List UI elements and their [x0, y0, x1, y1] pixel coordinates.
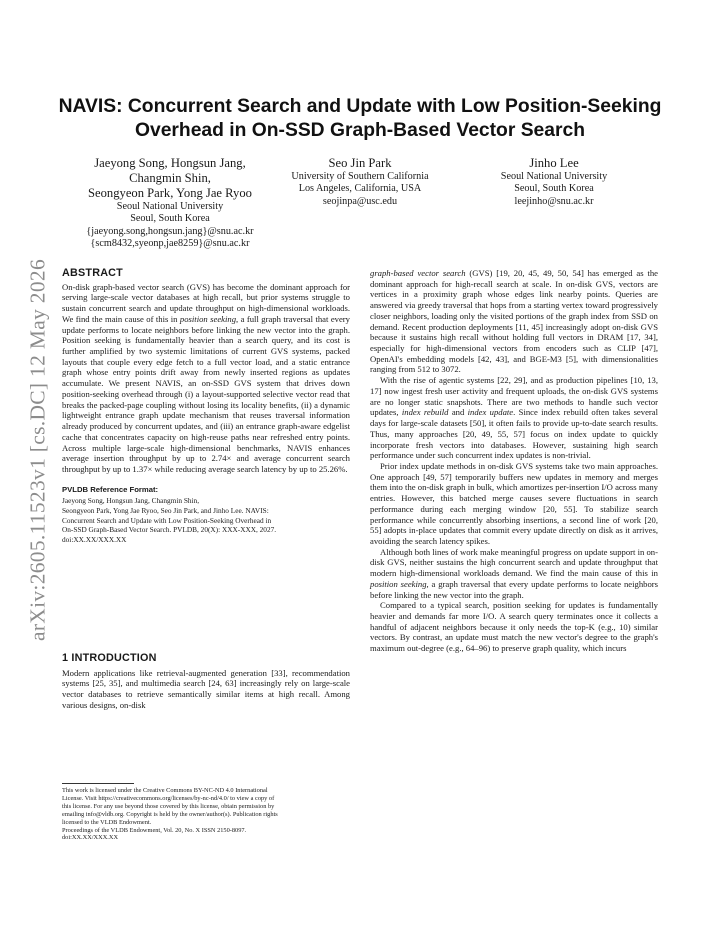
title-line-2: Overhead in On-SSD Graph-Based Vector Search — [134, 120, 586, 141]
author-email[interactable]: leejinho@snu.ac.kr — [514, 195, 594, 207]
abstract-heading: ABSTRACT — [62, 267, 123, 279]
title-line-1: NAVIS: Concurrent Search and Update with Low Position-Seeking — [58, 96, 662, 117]
footnote-line: Proceedings of the VLDB Endowment, Vol. 20, No. X ISSN 2150-8097. — [62, 826, 247, 834]
introduction-text: Modern applications like retrieval-augmented generation [33], recommendation systems [25, 35], and multimedia search [24, 63] increasingly rely on large-scale vector databases to retrieve semantically similar items at high recall. Among various designs, on-disk — [62, 667, 350, 710]
author-email[interactable]: {scm8432,syeonp,jae8259}@snu.ac.kr — [90, 238, 250, 250]
reference-format-heading: PVLDB Reference Format: — [62, 484, 159, 494]
author-location: Seoul, South Korea — [130, 213, 210, 225]
author-email[interactable]: seojinpa@usc.edu — [322, 195, 398, 207]
right-column — [370, 268, 658, 654]
footnote-rule — [62, 783, 134, 784]
intro-paragraph-2: With the rise of agentic systems [22, 29], and as production pipelines [10, 13, 17] now ingest fresh user activity and frequent uploads, the on-disk GVS systems are no longer static snapshots. There are two methods to handle such vector updates, index rebuild and index update. Since index rebuild often takes several days for large-scale datasets [50], it often fails to provide up-to-date search results. Thus, many approaches [20, 49, 55, 57] focus on index update to quickly incorporate fresh vectors into databases. However, sustaining high search performance under such concurrent index updates is non-trivial. — [370, 375, 658, 461]
author-group-snu-2 — [450, 156, 658, 208]
intro-paragraph-3: Prior index update methods in on-disk GVS systems take two main approaches. One approach [49, 57] temporarily buffers new updates in memory and merges them into the on-disk graph in bulk, which amortizes per-insertion I/O across many entries. However, this batched merge causes severe fluctuations in search performance during each merging window [20, 55]. To stabilize search performance while concurrently absorbing insertions, a second line of work [20, 55] adopts in-place updates that commit every update directly on disk as it arrives, avoiding the search latency spikes. — [370, 460, 658, 546]
footnote-doi[interactable]: doi:XX.XX/XXX.XX — [62, 834, 119, 842]
author-names: Seongyeon Park, Yong Jae Ryoo — [88, 186, 252, 200]
author-group-usc — [262, 156, 458, 208]
author-names: Jaeyong Song, Hongsun Jang, — [94, 156, 246, 170]
arxiv-stamp-text[interactable]: arXiv:2605.11523v1 [cs.DC] 12 May 2026 — [25, 258, 50, 642]
footnote-line[interactable]: License. Visit https://creativecommons.org/licenses/by-nc-nd/4.0/ to view a copy of — [62, 794, 275, 802]
reference-line: On-SSD Graph-Based Vector Search. PVLDB, 20(X): XXX-XXX, 2027. — [62, 525, 277, 535]
footnote-line: emailing info@vldb.org. Copyright is held by the owner/author(s). Publication rights — [62, 810, 278, 818]
reference-format — [62, 485, 350, 545]
left-column — [62, 268, 350, 545]
footnote-line: licensed to the VLDB Endowment. — [62, 818, 152, 826]
author-email[interactable]: {jaeyong.song,hongsun.jang}@snu.ac.kr — [86, 225, 254, 237]
author-group-snu — [62, 156, 278, 251]
footnote-line: This work is licensed under the Creative Commons BY-NC-ND 4.0 International — [62, 787, 268, 794]
introduction-section — [62, 653, 350, 711]
reference-doi[interactable]: doi:XX.XX/XXX.XX — [62, 535, 127, 545]
intro-paragraph-5: Compared to a typical search, position seeking for updates is fundamentally heavier and demands far more I/O. A search query terminates once it collects a handful of adjacent neighbors because it only needs the top-K (e.g., 10) similar vectors. By contrast, an update must match the new vector's degree to the graph's maximum out-degree (e.g., 64–96) to preserve graph quality, which incurs — [370, 600, 658, 654]
reference-line: Seongyeon Park, Yong Jae Ryoo, Seo Jin Park, and Jinho Lee. NAVIS: — [62, 506, 269, 516]
author-affiliation: University of Southern California — [291, 171, 429, 182]
abstract-text: On-disk graph-based vector search (GVS) has become the dominant approach for serving large-scale vector databases at high recall, but prior systems struggle to sustain concurrent search and update throughput on high-dimensional workloads. We find the main cause of this in position seeking, a full graph traversal that every update performs to locate neighbors before linking the new vector into the graph. Position seeking is fundamentally heavier than a search query, and its cost is further amplified by two systemic limitations of current GVS systems, packed layouts that couple every edge fetch to a full vector load, and a static entrance graph whose entry points drift away from newly inserted regions as updates accumulate. We present NAVIS, an on-SSD GVS system that drives down position-seeking overhead through (i) a layout-supported selective vector read that breaks the packed-page coupling without losing its locality benefits, (ii) a dynamic lightweight entrance graph update mechanism that reuses traversal information already produced by concurrent updates, and (iii) an entrance graph-aware edgelist cache that concentrates capacity on high-reuse paths near refreshed entry points. Across multiple large-scale high-dimensional benchmarks, NAVIS enhances average insertion throughput by up to 2.74× and average concurrent search throughput by up to 1.37× while reducing average search latency by up to 25.26%. — [62, 281, 350, 474]
footnote-line: this license. For any use beyond those covered by this license, obtain permission by — [62, 802, 275, 810]
author-affiliation: Seoul National University — [116, 201, 224, 212]
reference-line: Concurrent Search and Update with Low Position-Seeking Overhead in — [62, 515, 272, 525]
author-affiliation: Seoul National University — [500, 171, 608, 182]
introduction-heading: 1 INTRODUCTION — [62, 652, 157, 664]
intro-paragraph-1: graph-based vector search (GVS) [19, 20, 45, 49, 50, 54] has emerged as the dominant approach for high-recall search at scale. In on-disk GVS, vectors are vertices in a proximity graph whose edges link nearby points. Queries are answered via greedy traversal that hops from a starting vertex toward progressively closer neighbors, loading only the visited portions of the graph index from SSD on demand. Recent production deployments [11, 45] increasingly adopt on-disk GVS because it sustains high recall without holding full vectors in DRAM [17, 34], especially for high-dimensional vectors from encoders such as CLIP [47], OpenAI's embedding models [42, 43], and BGE-M3 [5], with dimensionalities ranging from 512 to 3072. — [370, 268, 659, 375]
author-names: Seo Jin Park — [328, 156, 392, 170]
paper-title — [55, 95, 665, 143]
author-names: Jinho Lee — [529, 156, 579, 170]
reference-line: Jaeyong Song, Hongsun Jang, Changmin Shin, — [62, 496, 200, 506]
intro-paragraph-4: Although both lines of work make meaningful progress on update support in on-disk GVS, neither sustains the high concurrent search and update throughput that modern high-dimensional workloads demand. We find the main cause of this in position seeking, a graph traversal that every update performs to locate neighbors before linking the new vector into the graph. — [370, 546, 658, 600]
author-names: Changmin Shin, — [129, 171, 211, 185]
author-block — [0, 156, 720, 266]
author-location: Los Angeles, California, USA — [298, 183, 422, 195]
license-footnote — [62, 783, 350, 842]
author-location: Seoul, South Korea — [514, 183, 594, 195]
